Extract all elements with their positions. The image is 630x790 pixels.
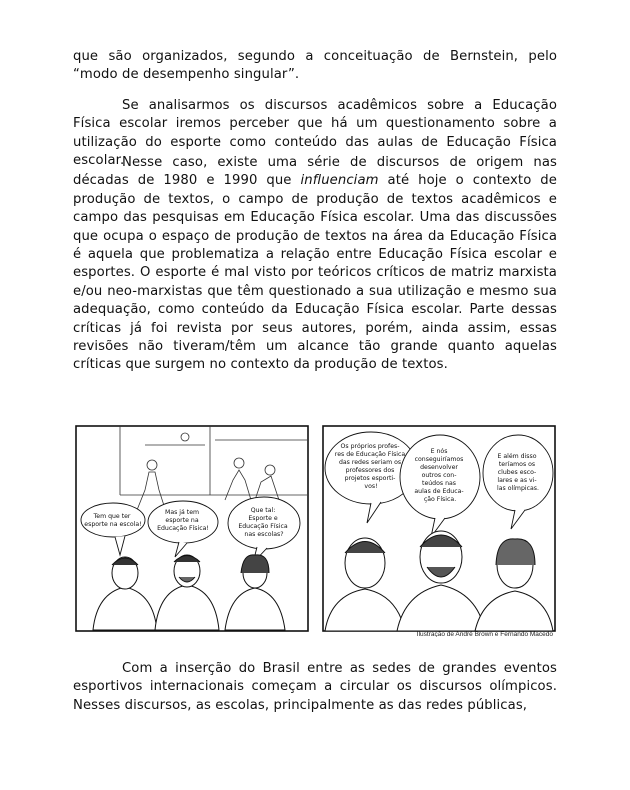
- p3-text-after: até hoje o contexto de produção de textos, o campo de produção de textos acadêmicos e campo das pesquisas em Educação Física escolar. Uma das discussões que ocupa o espaço de produção de textos na área da Educação Física é aquela que problematiza a relação entre Educação Física escolar e esportes. O esporte é mal visto por teóricos críticos de matriz marxista e/ou neo-marxistas que têm questionado a sua utilização e mesmo sua adequação, como conteúdo da Educação Física escolar. Parte dessas críticas já foi revista por seus autores, porém, ainda assim, essas revisões não tiveram/têm um alcance tão grande quanto aquelas críticas que surgem no contexto da produção de textos.: [73, 173, 557, 373]
- paragraph-critical-discourse: [73, 154, 557, 375]
- p1b1-line-2: esporte na escola!: [84, 521, 142, 528]
- svg-text:E nós conseguiríamos: [414, 447, 465, 503]
- p2b1-line-3: das redes seriam os: [338, 459, 402, 466]
- p2b2-line-1: E nós: [430, 448, 448, 455]
- p2b3-line-3: clubes esco-: [497, 469, 537, 476]
- p2b3-line-5: las olímpicas.: [497, 485, 539, 492]
- svg-text:E além disso teríamos: [497, 452, 539, 492]
- p2b2-line-5: teúdos nas: [422, 480, 457, 487]
- p2b1-line-5: projetos esporti-: [344, 475, 396, 482]
- paragraph-continuation: que são organizados, segundo a conceituação de Bernstein, pelo “modo de desempenho singular”.: [73, 49, 557, 83]
- p2b1-line-6: vos!: [364, 483, 378, 490]
- comic-panel-1: [76, 426, 308, 631]
- p1b2-line-3: Educação Física!: [157, 525, 209, 532]
- p3-italic-word: influenciam: [300, 173, 379, 189]
- p2b1-line-4: professores dos: [345, 467, 395, 474]
- p2b2-line-2: conseguiríamos: [414, 456, 464, 463]
- p2b2-line-6: aulas de Educa-: [414, 488, 464, 495]
- p1b2-line-1: Mas já tem: [164, 509, 200, 516]
- p2b3-line-2: teríamos os: [498, 461, 536, 468]
- p2b2-line-7: ção Física.: [423, 496, 457, 503]
- p2b3-line-4: lares e as vi-: [497, 477, 537, 484]
- p2b2-line-3: desenvolver: [420, 464, 458, 471]
- p1b1-line-1: Tem que ter: [93, 513, 131, 520]
- p3-text-before: Nesse caso, existe uma série de discursos de origem nas décadas de 1980 e 1990 que: [73, 155, 557, 189]
- p1b2-line-2: esporte na: [165, 517, 199, 524]
- comic-illustration: [75, 425, 559, 637]
- p2b1-line-2: res de Educação Física: [334, 451, 406, 458]
- comic-panel-2: [323, 426, 555, 637]
- p2b2-line-4: outros con-: [421, 472, 457, 479]
- p1b3-line-4: nas escolas?: [244, 531, 284, 538]
- p1b3-line-2: Esporte e: [248, 515, 278, 522]
- p2b1-line-1: Os próprios profes-: [340, 443, 400, 450]
- paragraph-olympic-discourse: Com a inserção do Brasil entre as sedes de grandes eventos esportivos internacionais começam a circular os discursos olímpicos. Nesses discursos, as escolas, principalmente as das redes públicas,: [73, 661, 557, 713]
- p2b3-line-1: E além disso: [497, 453, 537, 460]
- p1b3-line-3: Educação Física: [238, 523, 288, 530]
- p1b3-line-1: Que tal:: [250, 507, 276, 514]
- paragraph-academic-discourse: Se analisarmos os discursos acadêmicos sobre a Educação Física escolar iremos perceber que há um questionamento sobre a utilização do esporte como conteúdo das aulas de Educação Física escolar.: [73, 98, 557, 169]
- illustration-credit: Ilustração de André Brown e Fernando Macedo: [416, 631, 553, 637]
